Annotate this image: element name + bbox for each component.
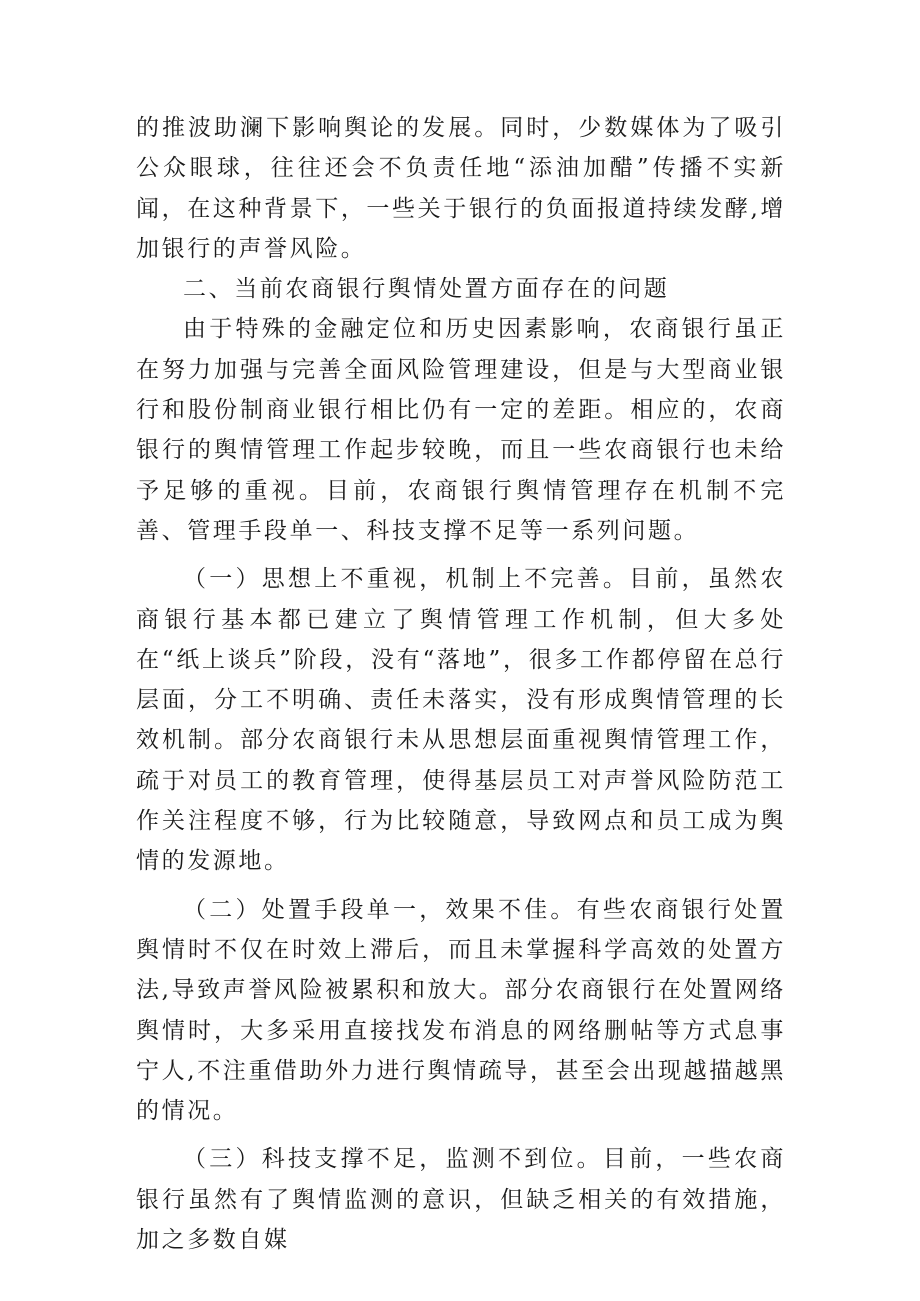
paragraph-issue-one: （一）思想上不重视，机制上不完善。目前，虽然农商银行基本都已建立了舆情管理工作机制，但大多处在“纸上谈兵”阶段，没有“落地”，很多工作都停留在总行层面，分工不明确、责任未落实，没有形成舆情管理的长效机制。部分农商银行未从思想层面重视舆情管理工作，疏于对员工的教育管理，使得基层员工对声誉风险防范工作关注程度不够，行为比较随意，导致网点和员工成为舆情的发源地。 [136,566,786,875]
section-heading: 二、当前农商银行舆情处置方面存在的问题 [183,276,670,303]
paragraph-intro: 由于特殊的金融定位和历史因素影响，农商银行虽正在努力加强与完善全面风险管理建设，但是与大型商业银行和股份制商业银行相比仍有一定的差距。相应的，农商银行的舆情管理工作起步较晚，而且一些农商银行也未给予足够的重视。目前，农商银行舆情管理存在机制不完善、管理手段单一、科技支撑不足等一系列问题。 [136,316,786,544]
document-body [136,108,786,1260]
paragraph-issue-two: （二）处置手段单一，效果不佳。有些农商银行处置舆情时不仅在时效上滞后，而且未掌握科学高效的处置方法,导致声誉风险被累积和放大。部分农商银行在处置网络舆情时，大多采用直接找发布消息的网络删帖等方式息事宁人,不注重借助外力进行舆情疏导，甚至会出现越描越黑的情况。 [136,896,786,1125]
paragraph-continuation: 的推波助澜下影响舆论的发展。同时，少数媒体为了吸引公众眼球，往往还会不负责任地“添油加醋”传播不实新闻，在这种背景下，一些关于银行的负面报道持续发酵,增加银行的声誉风险。 [136,115,786,262]
paragraph-issue-three: （三）科技支撑不足，监测不到位。目前，一些农商银行虽然有了舆情监测的意识，但缺乏相关的有效措施，加之多数自媒 [136,1146,786,1254]
